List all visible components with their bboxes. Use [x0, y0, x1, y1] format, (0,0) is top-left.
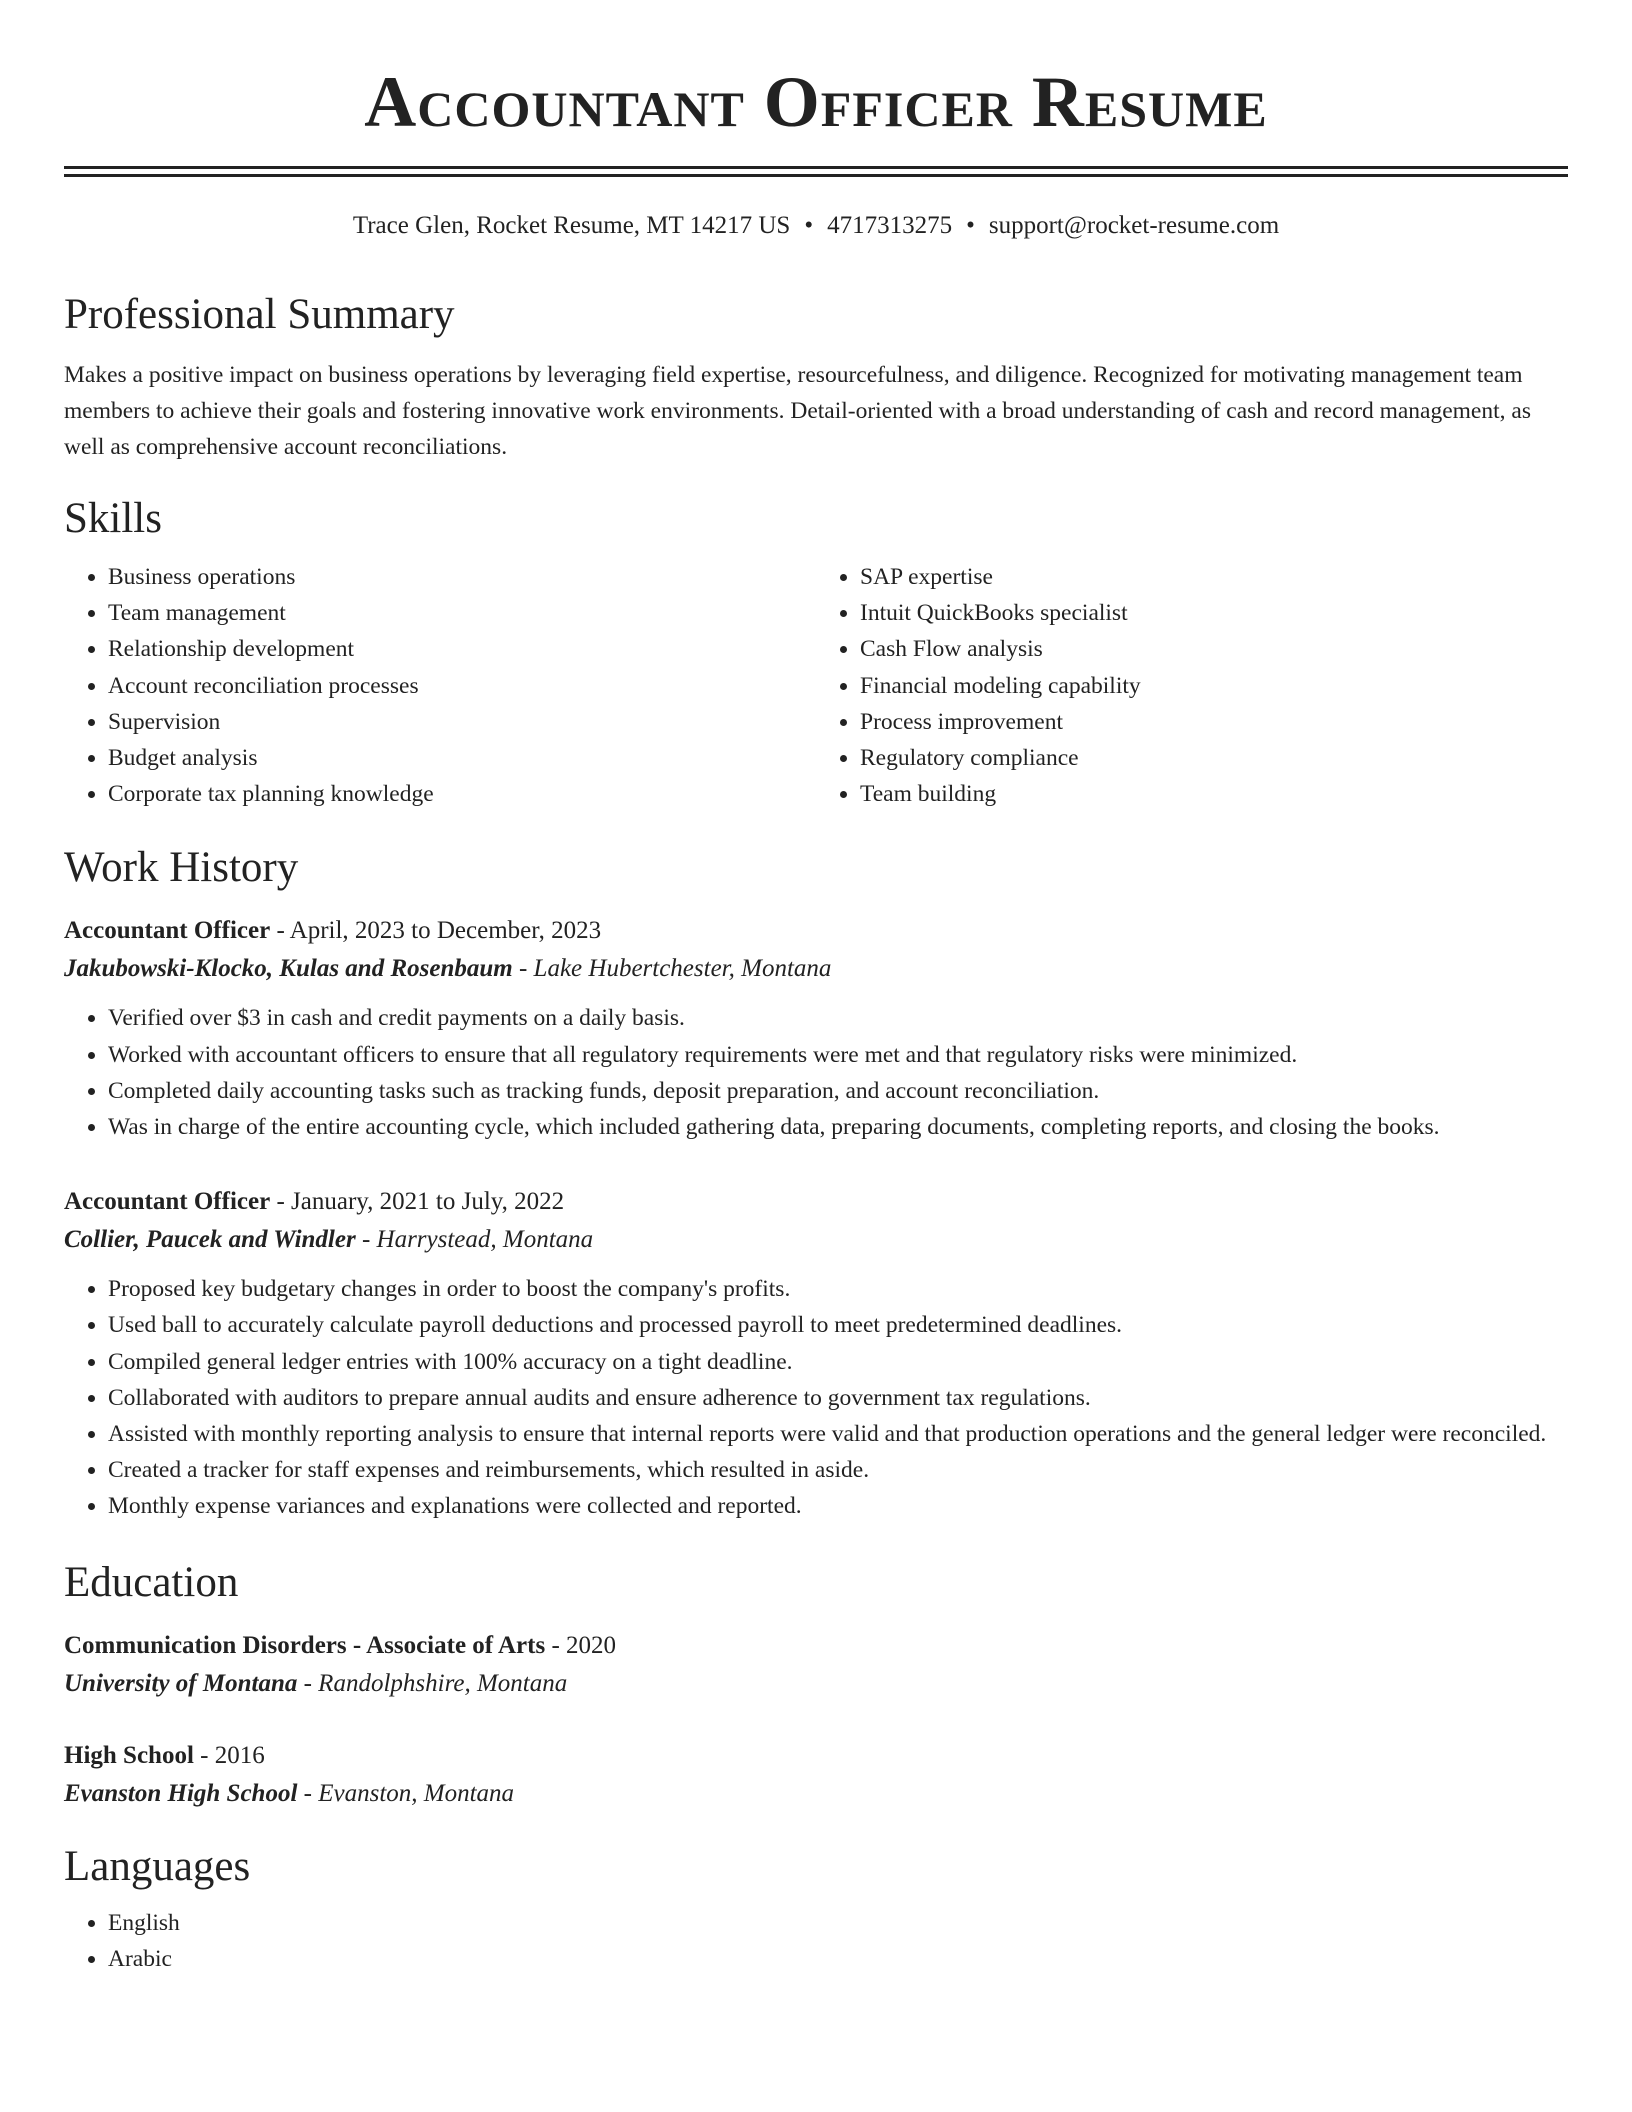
- job-bullet: • Monthly expense variances and explanations were collected and reported.: [108, 1488, 1568, 1524]
- skill-item: • Intuit QuickBooks specialist: [860, 595, 1568, 631]
- education-year: - 2016: [193, 1741, 265, 1769]
- education-heading: Education: [64, 1558, 239, 1606]
- job-bullet: • Assisted with monthly reporting analysis to ensure that internal reports were valid and that production operations and the general ledger were reconciled.: [108, 1416, 1568, 1452]
- education-location: - Evanston, Montana: [297, 1779, 515, 1807]
- resume-title: Accountant Officer Resume: [364, 62, 1268, 142]
- work-history-heading: Work History: [64, 844, 299, 892]
- skill-item: • Financial modeling capability: [860, 668, 1568, 704]
- job-bullet: • Proposed key budgetary changes in order to boost the company's profits.: [108, 1271, 1568, 1307]
- job-bullet: • Compiled general ledger entries with 100% accuracy on a tight deadline.: [108, 1344, 1568, 1380]
- job-company-line: [64, 950, 1568, 988]
- education-school-line: [64, 1775, 1568, 1813]
- skill-item: • Business operations: [108, 559, 816, 595]
- skill-item: • Team building: [860, 776, 1568, 812]
- job-bullets: [64, 1271, 1568, 1524]
- job-location: - Harrystead, Montana: [355, 1226, 594, 1254]
- education-degree: Communication Disorders - Associate of Arts: [64, 1631, 546, 1659]
- skill-item: • SAP expertise: [860, 559, 1568, 595]
- language-item: • Arabic: [108, 1941, 1568, 1977]
- skill-item: • Cash Flow analysis: [860, 631, 1568, 667]
- languages-heading: Languages: [64, 1842, 251, 1890]
- skill-item: • Supervision: [108, 704, 816, 740]
- contact-address: Trace Glen, Rocket Resume, MT 14217 US: [352, 212, 791, 239]
- education-degree-line: [64, 1737, 1568, 1775]
- skill-item: • Regulatory compliance: [860, 740, 1568, 776]
- job-title-line: [64, 912, 1568, 950]
- summary-text: Makes a positive impact on business operations by leveraging field expertise, resourcefulness, and diligence. Recognized for motivating management team members to achieve their goals and fostering innovative work environments. Detail-oriented with a broad understanding of cash and record management, as well as comprehensive account reconciliations.: [64, 362, 1531, 460]
- job-company: Collier, Paucek and Windler: [64, 1226, 356, 1254]
- title-double-rule: [64, 166, 1568, 177]
- contact-separator: •: [966, 212, 975, 239]
- language-item: • English: [108, 1905, 1568, 1941]
- skill-item: • Budget analysis: [108, 740, 816, 776]
- education-entry: [64, 1627, 1568, 1703]
- job-bullet: • Created a tracker for staff expenses and reimbursements, which resulted in aside.: [108, 1452, 1568, 1488]
- skills-left-list: [64, 559, 816, 812]
- education-location: - Randolphshire, Montana: [297, 1669, 568, 1697]
- skill-item: • Process improvement: [860, 704, 1568, 740]
- skills-heading: Skills: [64, 495, 162, 542]
- job-bullet: • Verified over $3 in cash and credit payments on a daily basis.: [108, 1000, 1568, 1036]
- job-title: Accountant Officer: [64, 917, 271, 945]
- education-year: - 2020: [545, 1631, 617, 1659]
- skill-item: • Corporate tax planning knowledge: [108, 776, 816, 812]
- education-school-line: [64, 1665, 1568, 1703]
- job-dates: - January, 2021 to July, 2022: [270, 1188, 565, 1216]
- education-degree-line: [64, 1627, 1568, 1665]
- job-title: Accountant Officer: [64, 1188, 271, 1216]
- job-title-line: [64, 1183, 1568, 1221]
- job-bullet: • Used ball to accurately calculate payroll deductions and processed payroll to meet predetermined deadlines.: [108, 1307, 1568, 1343]
- contact-phone: 4717313275: [827, 212, 953, 239]
- job-company: Jakubowski-Klocko, Kulas and Rosenbaum: [64, 955, 513, 983]
- job-entry: [64, 912, 1568, 1145]
- education-degree: High School: [64, 1741, 194, 1769]
- job-dates: - April, 2023 to December, 2023: [270, 917, 602, 945]
- job-bullet: • Collaborated with auditors to prepare annual audits and ensure adherence to government tax regulations.: [108, 1380, 1568, 1416]
- education-school: University of Montana: [64, 1669, 298, 1697]
- job-entry: [64, 1183, 1568, 1524]
- job-bullet: • Completed daily accounting tasks such as tracking funds, deposit preparation, and account reconciliation.: [108, 1073, 1568, 1109]
- job-bullet: • Worked with accountant officers to ensure that all regulatory requirements were met and that regulatory risks were minimized.: [108, 1037, 1568, 1073]
- contact-separator: •: [804, 212, 814, 239]
- summary-heading: Professional Summary: [64, 291, 455, 338]
- skills-columns: [64, 559, 1568, 812]
- contact-email: support@rocket-resume.com: [988, 212, 1280, 239]
- education-school: Evanston High School: [64, 1779, 298, 1807]
- languages-list: [64, 1905, 1568, 1977]
- job-bullet: • Was in charge of the entire accounting cycle, which included gathering data, preparing documents, completing reports, and closing the books.: [108, 1109, 1568, 1145]
- education-entry: [64, 1737, 1568, 1813]
- skill-item: • Team management: [108, 595, 816, 631]
- contact-line: [64, 209, 1568, 243]
- job-company-line: [64, 1221, 1568, 1259]
- skills-right-list: [816, 559, 1568, 812]
- skill-item: • Relationship development: [108, 631, 816, 667]
- skill-item: • Account reconciliation processes: [108, 668, 816, 704]
- job-location: - Lake Hubertchester, Montana: [512, 955, 832, 983]
- job-bullets: [64, 1000, 1568, 1145]
